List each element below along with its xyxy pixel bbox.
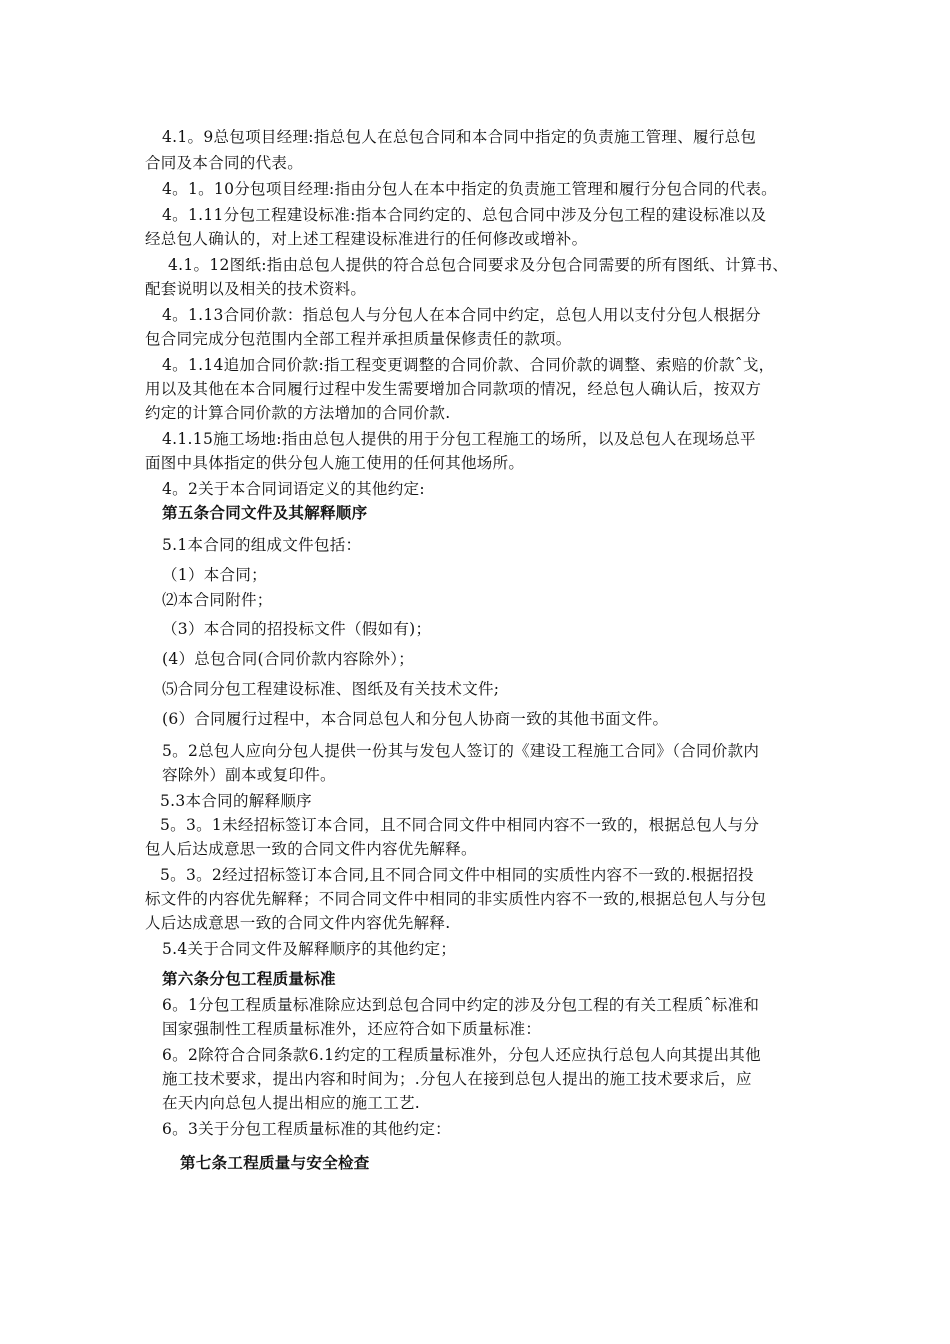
clause-4-1-14-line-2: 用以及其他在本合同履行过程中发生需要增加合同款项的情况，经总包人确认后，按双方 (145, 380, 762, 398)
article-6-heading: 第六条分包工程质量标准 (162, 970, 336, 988)
article-7-heading: 第七条工程质量与安全检查 (180, 1154, 370, 1172)
clause-5-3: 5.3本合同的解释顺序 (160, 792, 312, 810)
clause-5-3-1-line-2: 包人后达成意思一致的合同文件内容优先解释。 (145, 840, 477, 858)
clause-5-4: 5.4关于合同文件及解释顺序的其他约定； (162, 940, 457, 958)
clause-6-2-line-2: 施工技术要求，提出内容和时间为；.分包人在接到总包人提出的施工技术要求后，应 (162, 1070, 752, 1088)
clause-4-2: 4。2关于本合同词语定义的其他约定: (162, 480, 425, 498)
clause-4-1-11-line-1: 4。1.11分包工程建设标准:指本合同约定的、总包合同中涉及分包工程的建设标准以及 (162, 206, 767, 224)
clause-4-1-13-line-1: 4。1.13合同价款：指总包人与分包人在本合同中约定，总包人用以支付分包人根据分 (162, 306, 761, 324)
clause-6-1-line-1: 6。1分包工程质量标准除应达到总包合同中约定的涉及分包工程的有关工程质ˆ标准和 (162, 996, 760, 1014)
clause-5-3-2-line-3: 人后达成意思一致的合同文件内容优先解释. (145, 914, 451, 932)
clause-5-1: 5.1本合同的组成文件包括： (162, 536, 362, 554)
clause-5-2-line-2: 容除外）副本或复印件。 (162, 766, 336, 784)
list-item-1: （1）本合同； (162, 566, 267, 584)
clause-4-1-13-line-2: 包合同完成分包范围内全部工程并承担质量保修责任的款项。 (145, 330, 572, 348)
list-item-5: ⑸合同分包工程建设标准、图纸及有关技术文件; (162, 680, 500, 698)
list-item-4: (4）总包合同(合同价款内容除外）； (162, 650, 415, 668)
clause-4-1-15-line-2: 面图中具体指定的供分包人施工使用的任何其他场所。 (145, 454, 525, 472)
clause-6-2-line-3: 在天内向总包人提出相应的施工工艺. (162, 1094, 421, 1112)
clause-6-3: 6。3关于分包工程质量标准的其他约定： (162, 1120, 451, 1138)
clause-4-1-14-line-3: 约定的计算合同价款的方法增加的合同价款. (145, 404, 451, 422)
clause-5-3-2-line-1: 5。3。2经过招标签订本合同,且不同合同文件中相同的实质性内容不一致的.根据招投 (160, 866, 754, 884)
clause-6-1-line-2: 国家强制性工程质量标准外，还应符合如下质量标准： (162, 1020, 542, 1038)
clause-6-2-line-1: 6。2除符合合同条款6.1约定的工程质量标准外，分包人还应执行总包人向其提出其他 (162, 1046, 761, 1064)
list-item-2: ⑵本合同附件； (162, 591, 273, 609)
clause-5-2-line-1: 5。2总包人应向分包人提供一份其与发包人签订的《建设工程施工合同》（合同价款内 (162, 742, 760, 760)
clause-4-1-11-line-2: 经总包人确认的，对上述工程建设标准进行的任何修改或增补。 (145, 230, 588, 248)
clause-4-1-15-line-1: 4.1.15施工场地:指由总包人提供的用于分包工程施工的场所，以及总包人在现场总平 (162, 430, 756, 448)
list-item-3: （3）本合同的招投标文件（假如有)； (162, 620, 432, 638)
list-item-6: (6）合同履行过程中，本合同总包人和分包人协商一致的其他书面文件。 (162, 710, 669, 728)
clause-4-1-10: 4。1。10分包项目经理:指由分包人在本中指定的负责施工管理和履行分包合同的代表。 (162, 180, 777, 198)
clause-4-1-14-line-1: 4。1.14追加合同价款:指工程变更调整的合同价款、合同价款的调整、索赔的价款ˆ戈， (162, 356, 775, 374)
clause-4-1-12-line-2: 配套说明以及相关的技术资料。 (145, 280, 367, 298)
clause-4-1-9-line-1: 4.1。9总包项目经理:指总包人在总包合同和本合同中指定的负责施工管理、履行总包 (162, 128, 757, 146)
clause-4-1-12-line-1: 4.1。12图纸:指由总包人提供的符合总包合同要求及分包合同需要的所有图纸、计算书、 (168, 256, 789, 274)
clause-5-3-1-line-1: 5。3。1未经招标签订本合同，且不同合同文件中相同内容不一致的，根据总包人与分 (160, 816, 760, 834)
clause-4-1-9-line-2: 合同及本合同的代表。 (145, 154, 304, 172)
clause-5-3-2-line-2: 标文件的内容优先解释；不同合同文件中相同的非实质性内容不一致的,根据总包人与分包 (145, 890, 767, 908)
article-5-heading: 第五条合同文件及其解释顺序 (162, 504, 368, 522)
